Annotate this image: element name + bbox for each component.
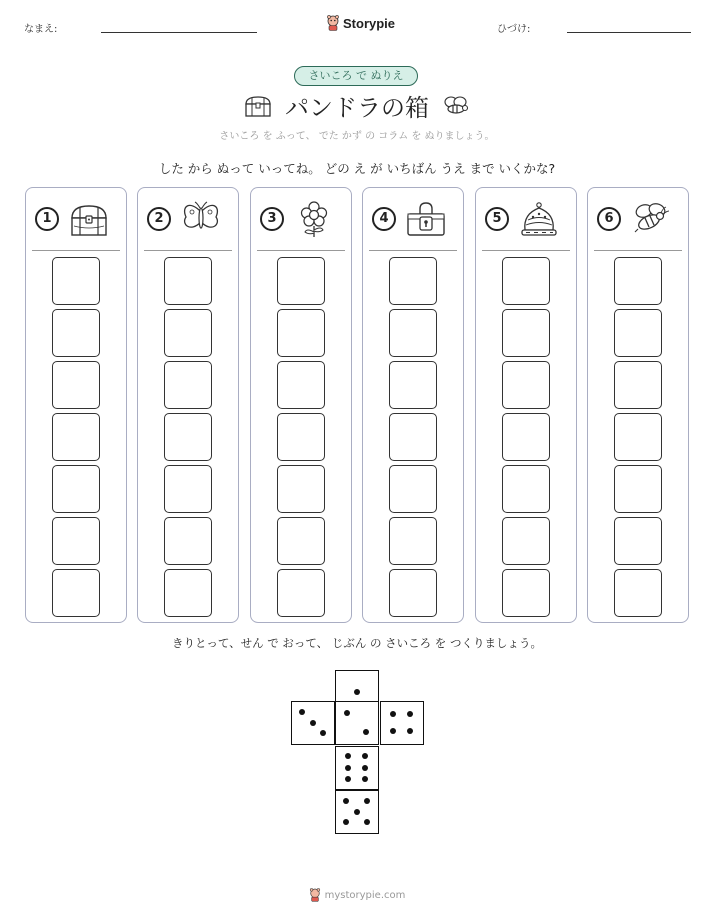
coloring-box[interactable] [502, 257, 550, 305]
cut-instruction: きりとって、せん で おって、 じぶん の さいころ を つくりましょう。 [172, 636, 542, 650]
storypie-logo [326, 13, 395, 33]
coloring-box[interactable] [502, 361, 550, 409]
coloring-box[interactable] [614, 517, 662, 565]
dice-pip [345, 776, 351, 782]
dice-pip [354, 809, 360, 815]
coloring-box[interactable] [164, 517, 212, 565]
bee-icon [630, 200, 672, 238]
footer [0, 888, 714, 902]
coloring-box[interactable] [277, 517, 325, 565]
coloring-box[interactable] [164, 413, 212, 461]
column-number: 5 [485, 207, 509, 231]
coloring-box[interactable] [277, 257, 325, 305]
storypie-mascot-icon [326, 15, 340, 31]
dice-pip [362, 765, 368, 771]
column-divider [32, 250, 120, 251]
page-title [0, 88, 714, 124]
dice-pip [345, 753, 351, 759]
dice-pip [343, 819, 349, 825]
coloring-box[interactable] [389, 361, 437, 409]
coloring-box[interactable] [52, 465, 100, 513]
dice-face-6 [335, 746, 379, 790]
treasure-chest-icon [243, 94, 273, 118]
footer-url: mystorypie.com [324, 889, 406, 901]
dice-pip [407, 711, 413, 717]
coloring-box[interactable] [52, 257, 100, 305]
dice-face-3 [291, 701, 335, 745]
bee-icon [441, 95, 471, 117]
treasure-chest-icon [68, 200, 110, 238]
coloring-box[interactable] [277, 361, 325, 409]
coloring-box[interactable] [389, 413, 437, 461]
dice-pip [345, 765, 351, 771]
subtitle: さいころ を ふって、 でた かず の コラム を ぬりましょう。 [219, 131, 495, 142]
dice-pip [362, 753, 368, 759]
dice-pip [364, 819, 370, 825]
dice-pip [310, 720, 316, 726]
color-column-1 [25, 187, 127, 623]
date-line [567, 32, 691, 33]
dice-pip [343, 798, 349, 804]
coloring-box[interactable] [52, 309, 100, 357]
coloring-box[interactable] [52, 569, 100, 617]
locked-box-icon [405, 200, 447, 238]
column-divider [369, 250, 457, 251]
column-divider [482, 250, 570, 251]
coloring-box[interactable] [164, 309, 212, 357]
column-divider [144, 250, 232, 251]
column-number: 4 [372, 207, 396, 231]
coloring-box[interactable] [614, 413, 662, 461]
dice-pip [407, 728, 413, 734]
coloring-box[interactable] [277, 569, 325, 617]
dice-pip [320, 730, 326, 736]
column-header [363, 188, 463, 250]
column-header [138, 188, 238, 250]
dice-face-2 [335, 701, 379, 745]
coloring-box[interactable] [389, 569, 437, 617]
dice-pip [390, 728, 396, 734]
column-divider [594, 250, 682, 251]
color-column-2 [137, 187, 239, 623]
dice-pip [354, 689, 360, 695]
coloring-box[interactable] [389, 517, 437, 565]
coloring-box[interactable] [614, 257, 662, 305]
coloring-box[interactable] [502, 309, 550, 357]
coloring-box[interactable] [389, 465, 437, 513]
date-label: ひづけ: [497, 24, 531, 35]
coloring-box[interactable] [277, 413, 325, 461]
coloring-box[interactable] [614, 465, 662, 513]
column-header [26, 188, 126, 250]
dice-pip [363, 729, 369, 735]
column-header [588, 188, 688, 250]
title-badge: さいころ で ぬりえ [294, 66, 418, 86]
coloring-box[interactable] [389, 257, 437, 305]
coloring-box[interactable] [389, 309, 437, 357]
coloring-box[interactable] [164, 465, 212, 513]
dice-pip [344, 710, 350, 716]
coloring-box[interactable] [164, 361, 212, 409]
color-column-3 [250, 187, 352, 623]
dice-pip [364, 798, 370, 804]
color-column-5 [475, 187, 577, 623]
coloring-box[interactable] [614, 569, 662, 617]
column-divider [257, 250, 345, 251]
crown-icon [518, 200, 560, 238]
coloring-box[interactable] [164, 569, 212, 617]
color-column-4 [362, 187, 464, 623]
flower-icon [293, 200, 335, 238]
coloring-box[interactable] [614, 309, 662, 357]
column-number: 6 [597, 207, 621, 231]
dice-pip [299, 709, 305, 715]
coloring-box[interactable] [614, 361, 662, 409]
title-text: パンドラの箱 [285, 94, 429, 122]
column-number: 3 [260, 207, 284, 231]
coloring-box[interactable] [502, 517, 550, 565]
dice-face-5 [335, 790, 379, 834]
coloring-box[interactable] [502, 569, 550, 617]
instruction: した から ぬって いってね。 どの え が いちばん うえ まで いくかな? [158, 161, 556, 176]
name-line [101, 32, 257, 33]
dice-face-4 [380, 701, 424, 745]
column-number: 2 [147, 207, 171, 231]
coloring-box[interactable] [277, 465, 325, 513]
brand-name: Storypie [343, 15, 396, 31]
coloring-box[interactable] [502, 465, 550, 513]
coloring-box[interactable] [277, 309, 325, 357]
coloring-box[interactable] [502, 413, 550, 461]
column-header [251, 188, 351, 250]
color-column-6 [587, 187, 689, 623]
column-header [476, 188, 576, 250]
coloring-box[interactable] [52, 413, 100, 461]
dice-pip [362, 776, 368, 782]
coloring-box[interactable] [52, 361, 100, 409]
butterfly-icon [180, 200, 222, 238]
coloring-box[interactable] [164, 257, 212, 305]
dice-pip [390, 711, 396, 717]
column-number: 1 [35, 207, 59, 231]
storypie-mascot-icon [309, 888, 321, 902]
coloring-box[interactable] [52, 517, 100, 565]
name-label: なまえ: [24, 24, 58, 35]
